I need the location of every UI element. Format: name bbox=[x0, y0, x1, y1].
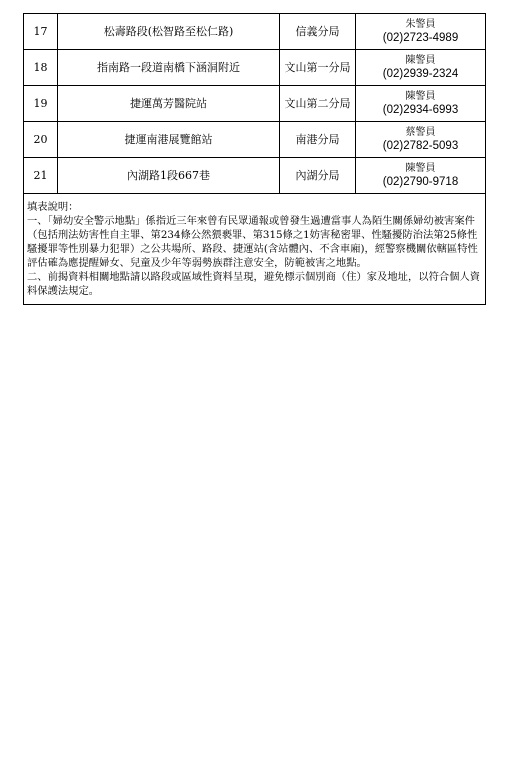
contact-cell bbox=[356, 86, 486, 122]
table-row bbox=[24, 122, 486, 158]
location-cell: 指南路一段道南橋下涵洞附近 bbox=[58, 50, 280, 86]
contact-phone: (02)2939-2324 bbox=[382, 67, 459, 80]
location-cell: 捷運萬芳醫院站 bbox=[58, 86, 280, 122]
notes-item-2: 二、前揭資料相關地點請以路段或區域性資料呈現，避免標示個別商（住）家及地址，以符合個人資料保護法規定。 bbox=[27, 271, 481, 297]
table-row bbox=[24, 14, 486, 50]
row-number: 18 bbox=[24, 50, 58, 86]
table-row bbox=[24, 50, 486, 86]
notes-item-1: 一、「婦幼安全警示地點」係指近三年來曾有民眾通報或曾發生過遭當事人為陌生關係婦幼被害案件（包括刑法妨害性自主罪、第234條公然猥褻罪、第315條之1妨害秘密罪、性騷擾防治法第25條性騷擾罪等性別暴力犯罪）之公共場所、路段、捷運站(含站體內、不含車廂)，經警察機關依轄區特性評估確為應提醒婦女、兒童及少年等弱勢族群注意安全，防範被害之地點。 bbox=[27, 215, 478, 269]
contact-cell bbox=[356, 14, 486, 50]
location-cell: 松壽路段(松智路至松仁路) bbox=[58, 14, 280, 50]
contact-name: 陳警員 bbox=[405, 162, 436, 174]
contact-phone: (02)2790-9718 bbox=[382, 175, 459, 188]
contact-name: 朱警員 bbox=[405, 18, 436, 30]
safety-location-table bbox=[23, 13, 486, 305]
location-cell: 捷運南港展覽館站 bbox=[58, 122, 280, 158]
location-cell: 內湖路1段667巷 bbox=[58, 158, 280, 194]
notes-row bbox=[24, 194, 486, 305]
police-unit-cell: 內湖分局 bbox=[280, 158, 356, 194]
row-number: 19 bbox=[24, 86, 58, 122]
contact-phone: (02)2782-5093 bbox=[382, 139, 459, 152]
contact-name: 陳警員 bbox=[405, 54, 436, 66]
police-unit-cell: 南港分局 bbox=[280, 122, 356, 158]
contact-cell bbox=[356, 122, 486, 158]
table-row bbox=[24, 86, 486, 122]
notes-cell bbox=[24, 194, 486, 305]
row-number: 20 bbox=[24, 122, 58, 158]
row-number: 17 bbox=[24, 14, 58, 50]
police-unit-cell: 文山第一分局 bbox=[280, 50, 356, 86]
row-number: 21 bbox=[24, 158, 58, 194]
contact-cell bbox=[356, 50, 486, 86]
contact-phone: (02)2934-6993 bbox=[382, 103, 459, 116]
contact-name: 蔡警員 bbox=[405, 126, 436, 138]
contact-cell bbox=[356, 158, 486, 194]
contact-phone: (02)2723-4989 bbox=[382, 31, 459, 44]
table-row bbox=[24, 158, 486, 194]
police-unit-cell: 文山第二分局 bbox=[280, 86, 356, 122]
contact-name: 陳警員 bbox=[405, 90, 436, 102]
notes-heading: 填表說明： bbox=[27, 201, 79, 213]
police-unit-cell: 信義分局 bbox=[280, 14, 356, 50]
